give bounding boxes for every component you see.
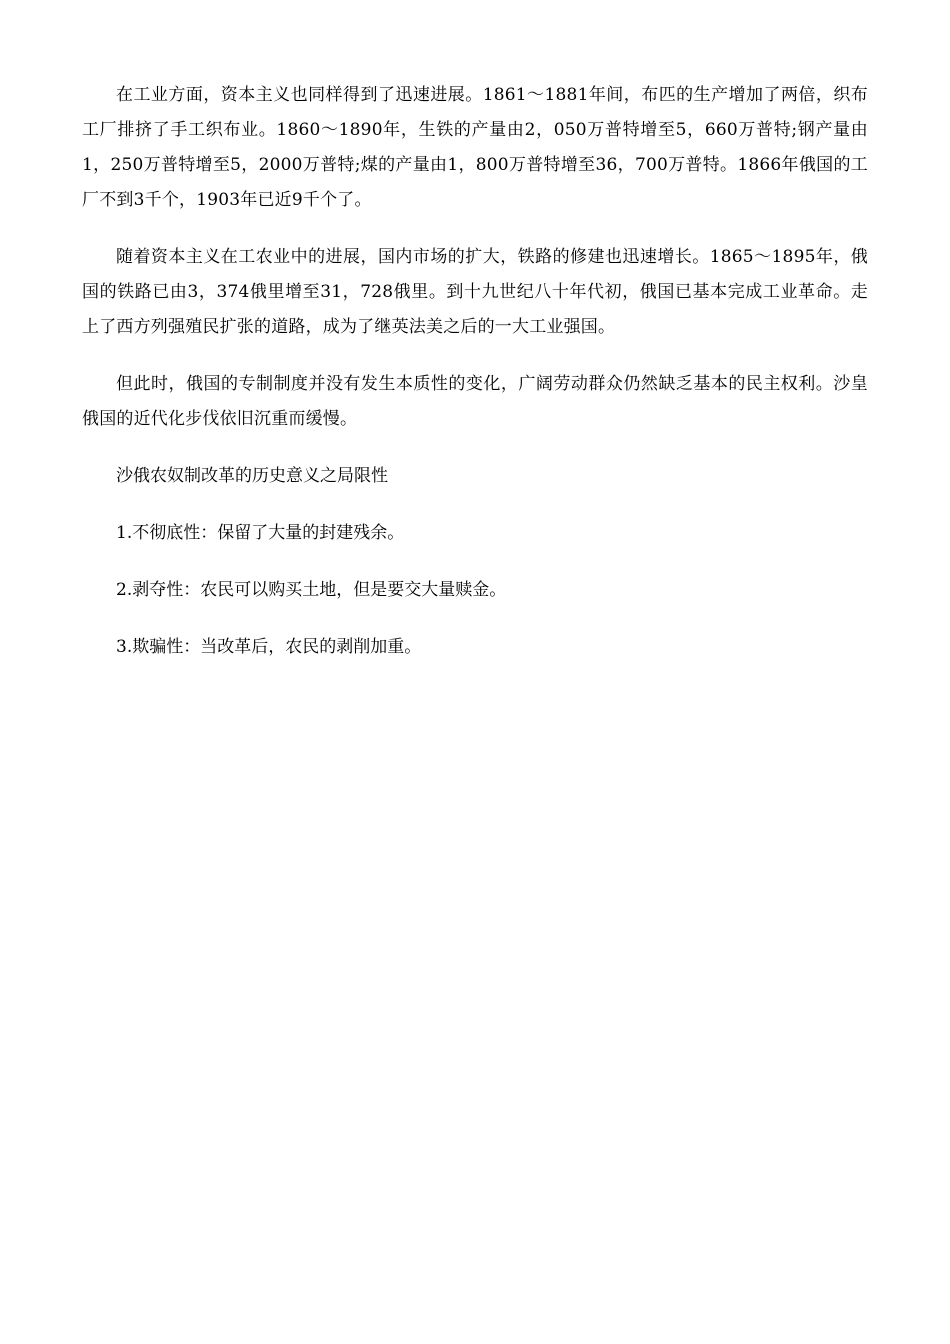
paragraph-industry: 在工业方面，资本主义也同样得到了迅速进展。1861～1881年间，布匹的生产增加了两倍，织布工厂排挤了手工织布业。1860～1890年，生铁的产量由2，050万普特增至5，660万普特;钢产量由1，250万普特增至5，2000万普特;煤的产量由1，800万普特增至36，700万普特。1866年俄国的工厂不到3千个，1903年已近9千个了。: [82, 85, 868, 210]
section-heading: 沙俄农奴制改革的历史意义之局限性: [116, 466, 388, 486]
paragraph-railway: 随着资本主义在工农业中的进展，国内市场的扩大，铁路的修建也迅速增长。1865～1895年，俄国的铁路已由3，374俄里增至31，728俄里。到十九世纪八十年代初，俄国已基本完成工业革命。走上了西方列强殖民扩张的道路，成为了继英法美之后的一大工业强国。: [82, 247, 868, 337]
list-item-3: 3.欺骗性：当改革后，农民的剥削加重。: [116, 637, 422, 657]
paragraph-autocracy: 但此时，俄国的专制制度并没有发生本质性的变化，广阔劳动群众仍然缺乏基本的民主权利。沙皇俄国的近代化步伐依旧沉重而缓慢。: [82, 374, 868, 429]
list-item-1: 1.不彻底性：保留了大量的封建残余。: [116, 523, 405, 543]
list-item-2: 2.剥夺性：农民可以购买土地，但是要交大量赎金。: [116, 580, 507, 600]
document-body: [82, 78, 868, 687]
